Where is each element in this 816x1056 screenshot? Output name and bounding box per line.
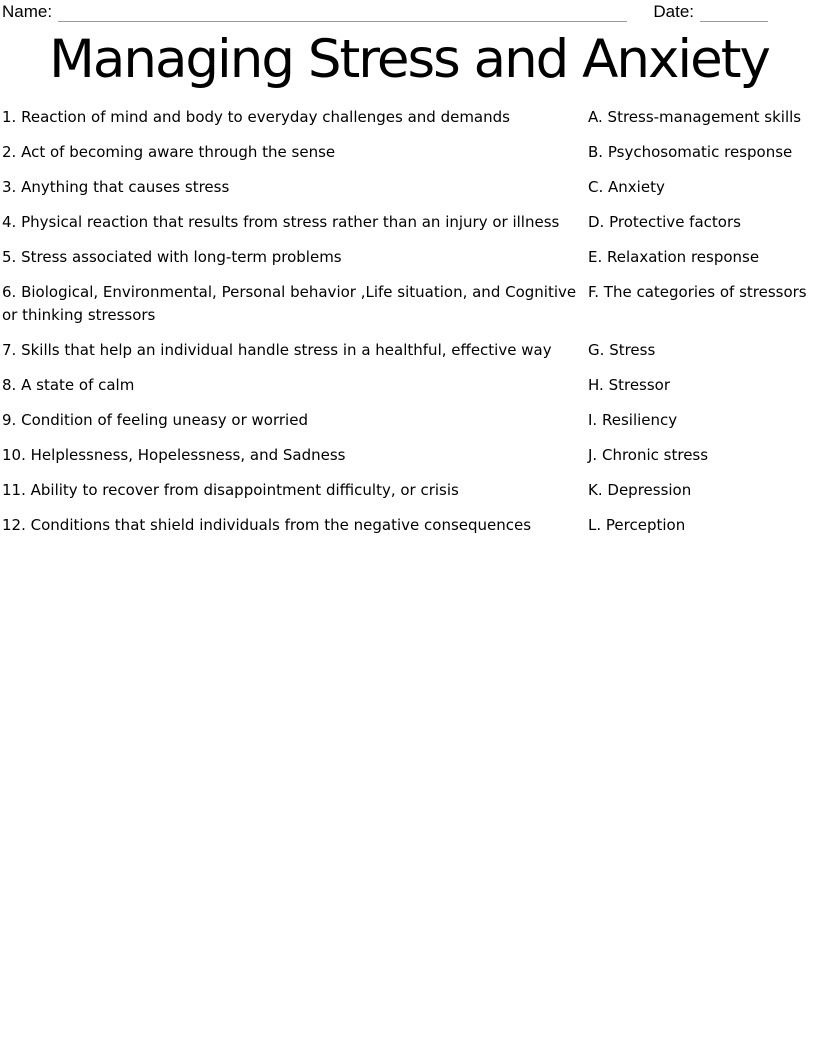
match-row-5 <box>2 246 816 269</box>
match-row-2 <box>2 141 816 164</box>
clue-cell <box>2 339 588 362</box>
term-letter: I. <box>588 411 598 429</box>
term-letter: K. <box>588 481 603 499</box>
worksheet-title: Managing Stress and Anxiety <box>49 29 769 90</box>
match-row-9 <box>2 409 816 432</box>
clue-text: Helplessness, Hopelessness, and Sadness <box>30 446 346 464</box>
term-letter: B. <box>588 143 604 161</box>
clue-cell <box>2 106 588 129</box>
term-letter: E. <box>588 248 603 266</box>
clue-cell <box>2 479 588 502</box>
term-text: Psychosomatic response <box>607 143 793 161</box>
match-row-1 <box>2 106 816 129</box>
date-blank-line <box>700 4 768 22</box>
match-row-7 <box>2 339 816 362</box>
clue-number: 2. <box>2 143 17 161</box>
name-blank-line <box>58 4 627 22</box>
term-text: The categories of stressors <box>603 283 807 301</box>
clue-text: Condition of feeling uneasy or worried <box>21 411 308 429</box>
term-text: Relaxation response <box>607 248 760 266</box>
term-letter: F. <box>588 283 599 301</box>
term-cell <box>588 176 816 199</box>
clue-text: Reaction of mind and body to everyday challenges and demands <box>21 108 510 126</box>
term-letter: H. <box>588 376 604 394</box>
clue-cell <box>2 281 588 327</box>
clue-cell <box>2 246 588 269</box>
term-cell <box>588 339 816 362</box>
term-cell <box>588 374 816 397</box>
term-letter: A. <box>588 108 603 126</box>
term-cell <box>588 514 816 537</box>
term-cell <box>588 141 816 164</box>
term-cell <box>588 409 816 432</box>
clue-text: Biological, Environmental, Personal behavior ,Life situation, and Cognitive or thinking stressors <box>2 283 577 324</box>
name-label: Name: <box>2 2 53 21</box>
term-cell <box>588 246 816 269</box>
clue-cell <box>2 176 588 199</box>
term-text: Stress-management skills <box>607 108 802 126</box>
clue-number: 3. <box>2 178 17 196</box>
date-label: Date: <box>653 2 694 21</box>
term-letter: G. <box>588 341 605 359</box>
term-letter: L. <box>588 516 602 534</box>
clue-number: 7. <box>2 341 17 359</box>
term-cell <box>588 281 816 304</box>
clue-number: 1. <box>2 108 17 126</box>
match-row-8 <box>2 374 816 397</box>
clue-cell <box>2 374 588 397</box>
term-text: Anxiety <box>608 178 665 196</box>
clue-number: 9. <box>2 411 17 429</box>
clue-number: 10. <box>2 446 26 464</box>
term-text: Stressor <box>608 376 671 394</box>
clue-text: A state of calm <box>21 376 135 394</box>
term-cell <box>588 211 816 234</box>
term-cell <box>588 479 816 502</box>
term-text: Perception <box>605 516 686 534</box>
clue-number: 4. <box>2 213 17 231</box>
clue-text: Conditions that shield individuals from the negative consequences <box>30 516 532 534</box>
clue-text: Anything that causes stress <box>21 178 230 196</box>
clue-cell <box>2 409 588 432</box>
clue-cell <box>2 141 588 164</box>
clue-number: 5. <box>2 248 17 266</box>
clue-number: 8. <box>2 376 17 394</box>
clue-text: Stress associated with long-term problems <box>21 248 342 266</box>
match-row-11 <box>2 479 816 502</box>
matching-list <box>2 106 816 537</box>
clue-text: Ability to recover from disappointment difficulty, or crisis <box>30 481 459 499</box>
term-cell <box>588 106 816 129</box>
match-row-6 <box>2 281 816 327</box>
term-text: Stress <box>609 341 656 359</box>
clue-text: Act of becoming aware through the sense <box>21 143 336 161</box>
match-row-4 <box>2 211 816 234</box>
clue-text: Physical reaction that results from stress rather than an injury or illness <box>21 213 560 231</box>
clue-cell <box>2 211 588 234</box>
name-date-header <box>2 2 816 22</box>
term-letter: J. <box>588 446 598 464</box>
term-letter: D. <box>588 213 605 231</box>
term-text: Chronic stress <box>601 446 709 464</box>
match-row-10 <box>2 444 816 467</box>
clue-cell <box>2 444 588 467</box>
match-row-3 <box>2 176 816 199</box>
term-cell <box>588 444 816 467</box>
term-text: Protective factors <box>609 213 741 231</box>
clue-number: 6. <box>2 283 17 301</box>
clue-number: 12. <box>2 516 26 534</box>
term-text: Depression <box>607 481 692 499</box>
clue-text: Skills that help an individual handle stress in a healthful, effective way <box>21 341 552 359</box>
term-letter: C. <box>588 178 604 196</box>
term-text: Resiliency <box>601 411 678 429</box>
match-row-12 <box>2 514 816 537</box>
clue-number: 11. <box>2 481 26 499</box>
clue-cell <box>2 514 588 537</box>
